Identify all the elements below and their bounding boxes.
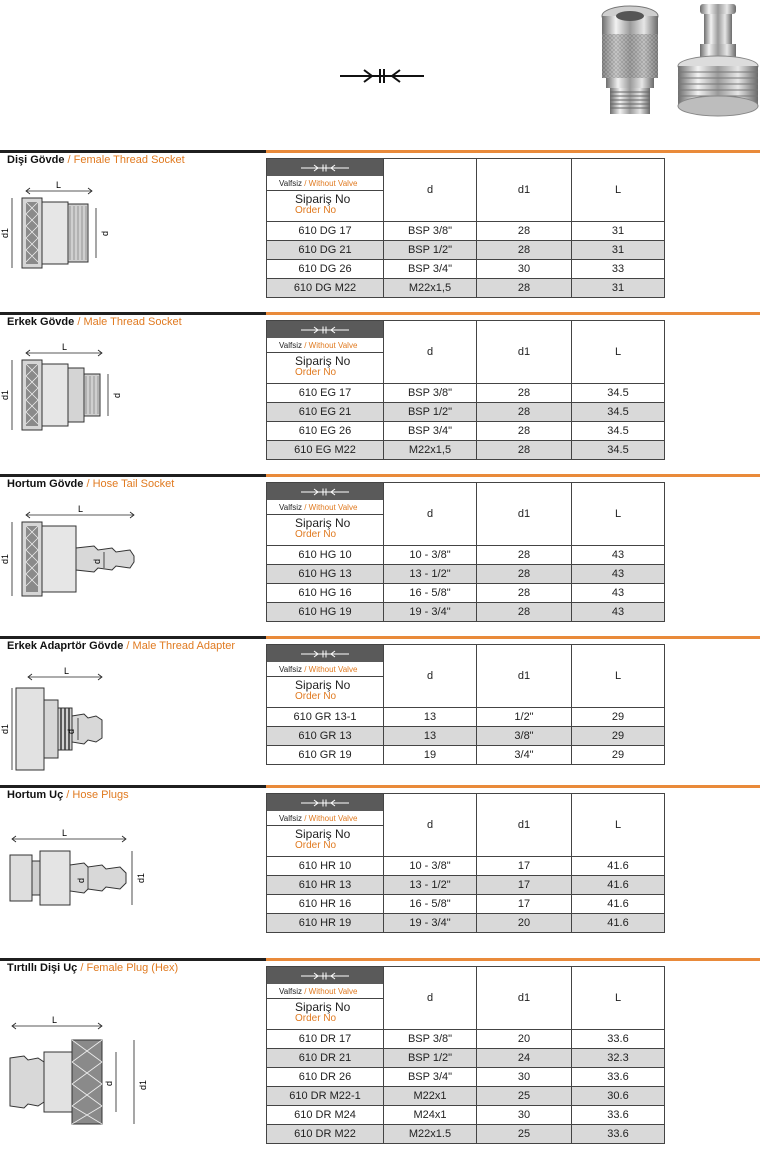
table-row <box>267 708 665 727</box>
cell-L: 41.6 <box>572 857 665 876</box>
order-header-cell <box>267 159 384 222</box>
table-row <box>267 1049 665 1068</box>
section-rule <box>0 958 774 961</box>
table-row <box>267 584 665 603</box>
cell-L: 29 <box>572 746 665 765</box>
table-row <box>267 1125 665 1144</box>
cell-L: 43 <box>572 546 665 565</box>
table-row <box>267 565 665 584</box>
cell-d1: 30 <box>477 260 572 279</box>
section-female-plug-hex <box>0 958 774 1149</box>
cell-L: 33 <box>572 260 665 279</box>
male-thread-socket-drawing-icon <box>0 334 154 464</box>
cell-d: BSP 3/8" <box>384 222 477 241</box>
cell-d: 16 - 5/8" <box>384 584 477 603</box>
table-row <box>267 422 665 441</box>
cell-d: BSP 1/2" <box>384 241 477 260</box>
dim-d1-label: d1 <box>0 553 10 564</box>
table-row <box>267 260 665 279</box>
cell-d: M22x1,5 <box>384 441 477 460</box>
table-row <box>267 914 665 933</box>
cell-L: 41.6 <box>572 895 665 914</box>
cell-d1: 17 <box>477 876 572 895</box>
valve-symbol-bar <box>267 159 383 176</box>
cell-order-no: 610 GR 19 <box>267 746 384 765</box>
cell-d1: 28 <box>477 565 572 584</box>
col-header-d: d <box>384 159 477 222</box>
cell-d1: 3/8" <box>477 727 572 746</box>
order-no-label: Sipariş No Order No <box>295 354 351 378</box>
dim-L-label: L <box>62 828 68 838</box>
cell-order-no: 610 HR 10 <box>267 857 384 876</box>
table-row <box>267 727 665 746</box>
cell-order-no: 610 GR 13-1 <box>267 708 384 727</box>
cell-L: 31 <box>572 279 665 298</box>
cell-d1: 17 <box>477 857 572 876</box>
valve-symbol-bar <box>267 967 383 984</box>
dim-d1-label: d1 <box>138 1079 148 1090</box>
section-title: Erkek Gövde / Male Thread Socket <box>7 316 182 328</box>
cell-d1: 17 <box>477 895 572 914</box>
dim-L-label: L <box>56 180 62 190</box>
cell-d: BSP 3/4" <box>384 260 477 279</box>
cell-d1: 30 <box>477 1106 572 1125</box>
cell-L: 31 <box>572 222 665 241</box>
col-header-d1: d1 <box>477 321 572 384</box>
section-title: Hortum Gövde / Hose Tail Socket <box>7 478 175 490</box>
cell-d: M24x1 <box>384 1106 477 1125</box>
spec-table <box>266 966 665 1144</box>
coupling-symbol-icon <box>300 163 350 173</box>
dim-L-label: L <box>64 666 70 676</box>
col-header-d: d <box>384 967 477 1030</box>
cell-d: 19 - 3/4" <box>384 603 477 622</box>
col-header-d1: d1 <box>477 483 572 546</box>
col-header-d: d <box>384 645 477 708</box>
valve-symbol-bar <box>267 321 383 338</box>
section-male-thread-socket <box>0 312 774 472</box>
valve-label: Valfsiz / Without Valve <box>267 662 383 677</box>
dim-L-label: L <box>78 504 84 514</box>
cell-L: 43 <box>572 584 665 603</box>
coupling-symbol-icon <box>300 971 350 981</box>
product-photo-icon <box>588 0 768 122</box>
cell-d: 10 - 3/8" <box>384 857 477 876</box>
cell-order-no: 610 DR 17 <box>267 1030 384 1049</box>
valve-label: Valfsiz / Without Valve <box>267 811 383 826</box>
table-row <box>267 1068 665 1087</box>
dim-d1-label: d1 <box>0 389 10 400</box>
cell-d: 13 - 1/2" <box>384 876 477 895</box>
col-header-d: d <box>384 483 477 546</box>
spec-table <box>266 793 665 933</box>
coupling-symbol-icon <box>300 798 350 808</box>
hero-banner <box>0 0 774 150</box>
cell-L: 33.6 <box>572 1068 665 1087</box>
dim-d1-label: d1 <box>0 723 10 734</box>
cell-order-no: 610 DG 26 <box>267 260 384 279</box>
spec-table <box>266 644 665 765</box>
cell-L: 32.3 <box>572 1049 665 1068</box>
cell-L: 33.6 <box>572 1125 665 1144</box>
cell-order-no: 610 EG 21 <box>267 403 384 422</box>
table-header-row <box>267 159 665 222</box>
table-row <box>267 384 665 403</box>
table-row <box>267 746 665 765</box>
col-header-d1: d1 <box>477 645 572 708</box>
cell-order-no: 610 GR 13 <box>267 727 384 746</box>
cell-L: 43 <box>572 565 665 584</box>
section-title: Dişi Gövde / Female Thread Socket <box>7 154 185 166</box>
cell-L: 34.5 <box>572 403 665 422</box>
dim-d-label: d <box>66 728 76 734</box>
section-rule <box>0 785 774 788</box>
cell-L: 33.6 <box>572 1030 665 1049</box>
section-title: Tırtıllı Dişi Uç / Female Plug (Hex) <box>7 962 179 974</box>
female-thread-socket-drawing-icon <box>0 172 154 302</box>
table-row <box>267 876 665 895</box>
cell-order-no: 610 DG M22 <box>267 279 384 298</box>
col-header-d: d <box>384 794 477 857</box>
order-no-label: Sipariş No Order No <box>295 827 351 851</box>
cell-d1: 28 <box>477 546 572 565</box>
valve-label: Valfsiz / Without Valve <box>267 338 383 353</box>
cell-order-no: 610 DR M22 <box>267 1125 384 1144</box>
cell-order-no: 610 EG M22 <box>267 441 384 460</box>
coupling-symbol-icon <box>300 487 350 497</box>
cell-d1: 20 <box>477 914 572 933</box>
col-header-d1: d1 <box>477 794 572 857</box>
order-no-label: Sipariş No Order No <box>295 678 351 702</box>
order-no-label: Sipariş No Order No <box>295 192 351 216</box>
dim-d-label: d <box>76 877 86 883</box>
coupling-symbol-icon <box>300 649 350 659</box>
cell-d: M22x1 <box>384 1087 477 1106</box>
table-row <box>267 441 665 460</box>
cell-d: 13 - 1/2" <box>384 565 477 584</box>
section-hose-plugs <box>0 785 774 955</box>
spec-table <box>266 320 665 460</box>
order-header-cell <box>267 967 384 1030</box>
cell-L: 41.6 <box>572 876 665 895</box>
order-header-cell <box>267 483 384 546</box>
cell-d1: 28 <box>477 241 572 260</box>
cell-d1: 24 <box>477 1049 572 1068</box>
cell-order-no: 610 HG 16 <box>267 584 384 603</box>
section-hose-tail-socket <box>0 474 774 634</box>
cell-d1: 28 <box>477 584 572 603</box>
cell-order-no: 610 DR 26 <box>267 1068 384 1087</box>
cell-d: 13 <box>384 727 477 746</box>
col-header-L: L <box>572 483 665 546</box>
cell-d1: 28 <box>477 422 572 441</box>
section-rule <box>0 474 774 477</box>
cell-order-no: 610 HR 13 <box>267 876 384 895</box>
cell-order-no: 610 HR 16 <box>267 895 384 914</box>
cell-d: BSP 3/8" <box>384 1030 477 1049</box>
cell-order-no: 610 DR M22-1 <box>267 1087 384 1106</box>
cell-d1: 28 <box>477 384 572 403</box>
order-header-cell <box>267 321 384 384</box>
cell-d: 16 - 5/8" <box>384 895 477 914</box>
dim-d-label: d <box>104 1080 114 1086</box>
section-male-thread-adapter <box>0 636 774 782</box>
cell-d1: 28 <box>477 603 572 622</box>
cell-L: 41.6 <box>572 914 665 933</box>
cell-L: 31 <box>572 241 665 260</box>
dim-d1-label: d1 <box>136 872 146 883</box>
cell-L: 34.5 <box>572 384 665 403</box>
cell-order-no: 610 HR 19 <box>267 914 384 933</box>
order-no-label: Sipariş No Order No <box>295 516 351 540</box>
section-rule <box>0 312 774 315</box>
order-header-cell <box>267 794 384 857</box>
dim-L-label: L <box>62 342 68 352</box>
cell-d: BSP 3/4" <box>384 1068 477 1087</box>
col-header-L: L <box>572 967 665 1030</box>
table-row <box>267 603 665 622</box>
col-header-d: d <box>384 321 477 384</box>
hose-plugs-drawing-icon <box>4 815 154 945</box>
table-row <box>267 279 665 298</box>
cell-d: BSP 3/4" <box>384 422 477 441</box>
dim-d-label: d <box>92 558 102 564</box>
order-no-label: Sipariş No Order No <box>295 1000 351 1024</box>
cell-L: 34.5 <box>572 441 665 460</box>
table-header-row <box>267 794 665 857</box>
cell-d: 13 <box>384 708 477 727</box>
section-female-thread-socket <box>0 150 774 310</box>
cell-L: 34.5 <box>572 422 665 441</box>
valve-label: Valfsiz / Without Valve <box>267 984 383 999</box>
section-title: Hortum Uç / Hose Plugs <box>7 789 129 801</box>
cell-d: BSP 1/2" <box>384 403 477 422</box>
cell-d: 10 - 3/8" <box>384 546 477 565</box>
cell-d1: 28 <box>477 441 572 460</box>
cell-order-no: 610 HG 19 <box>267 603 384 622</box>
cell-d1: 28 <box>477 222 572 241</box>
valve-symbol-bar <box>267 483 383 500</box>
spec-table <box>266 158 665 298</box>
valve-label: Valfsiz / Without Valve <box>267 176 383 191</box>
cell-order-no: 610 DG 21 <box>267 241 384 260</box>
table-row <box>267 546 665 565</box>
section-title: Erkek Adaprtör Gövde / Male Thread Adapter <box>7 640 236 652</box>
cell-order-no: 610 EG 26 <box>267 422 384 441</box>
col-header-L: L <box>572 159 665 222</box>
section-rule <box>0 636 774 639</box>
cell-d1: 28 <box>477 403 572 422</box>
cell-d: M22x1,5 <box>384 279 477 298</box>
order-header-cell <box>267 645 384 708</box>
table-header-row <box>267 967 665 1030</box>
table-header-row <box>267 645 665 708</box>
cell-d1: 1/2" <box>477 708 572 727</box>
table-row <box>267 1030 665 1049</box>
valve-symbol-bar <box>267 645 383 662</box>
table-row <box>267 1106 665 1125</box>
cell-L: 29 <box>572 727 665 746</box>
cell-d: 19 <box>384 746 477 765</box>
cell-d1: 25 <box>477 1087 572 1106</box>
female-plug-hex-drawing-icon <box>4 1015 154 1148</box>
cell-L: 29 <box>572 708 665 727</box>
table-row <box>267 1087 665 1106</box>
table-row <box>267 222 665 241</box>
table-header-row <box>267 483 665 546</box>
col-header-d1: d1 <box>477 967 572 1030</box>
cell-d: M22x1.5 <box>384 1125 477 1144</box>
dim-L-label: L <box>52 1015 58 1025</box>
cell-d: BSP 1/2" <box>384 1049 477 1068</box>
cell-d1: 25 <box>477 1125 572 1144</box>
dim-d1-label: d1 <box>0 227 10 238</box>
hose-tail-socket-drawing-icon <box>0 496 154 626</box>
dim-d-label: d <box>112 392 122 398</box>
spec-table <box>266 482 665 622</box>
table-header-row <box>267 321 665 384</box>
table-row <box>267 857 665 876</box>
cell-d: BSP 3/8" <box>384 384 477 403</box>
cell-L: 30.6 <box>572 1087 665 1106</box>
cell-L: 43 <box>572 603 665 622</box>
section-rule <box>0 150 774 153</box>
valve-label: Valfsiz / Without Valve <box>267 500 383 515</box>
cell-order-no: 610 HG 13 <box>267 565 384 584</box>
cell-order-no: 610 DR 21 <box>267 1049 384 1068</box>
cell-d1: 3/4" <box>477 746 572 765</box>
cell-d1: 30 <box>477 1068 572 1087</box>
cell-order-no: 610 HG 10 <box>267 546 384 565</box>
table-row <box>267 241 665 260</box>
coupling-symbol-icon <box>300 325 350 335</box>
col-header-L: L <box>572 794 665 857</box>
male-thread-adapter-drawing-icon <box>0 658 154 788</box>
cell-order-no: 610 DG 17 <box>267 222 384 241</box>
cell-L: 33.6 <box>572 1106 665 1125</box>
cell-order-no: 610 EG 17 <box>267 384 384 403</box>
coupling-symbol-icon <box>338 64 428 88</box>
valve-symbol-bar <box>267 794 383 811</box>
table-row <box>267 403 665 422</box>
cell-d1: 28 <box>477 279 572 298</box>
table-row <box>267 895 665 914</box>
col-header-L: L <box>572 321 665 384</box>
cell-d1: 20 <box>477 1030 572 1049</box>
col-header-d1: d1 <box>477 159 572 222</box>
dim-d-label: d <box>100 230 110 236</box>
cell-d: 19 - 3/4" <box>384 914 477 933</box>
cell-order-no: 610 DR M24 <box>267 1106 384 1125</box>
col-header-L: L <box>572 645 665 708</box>
